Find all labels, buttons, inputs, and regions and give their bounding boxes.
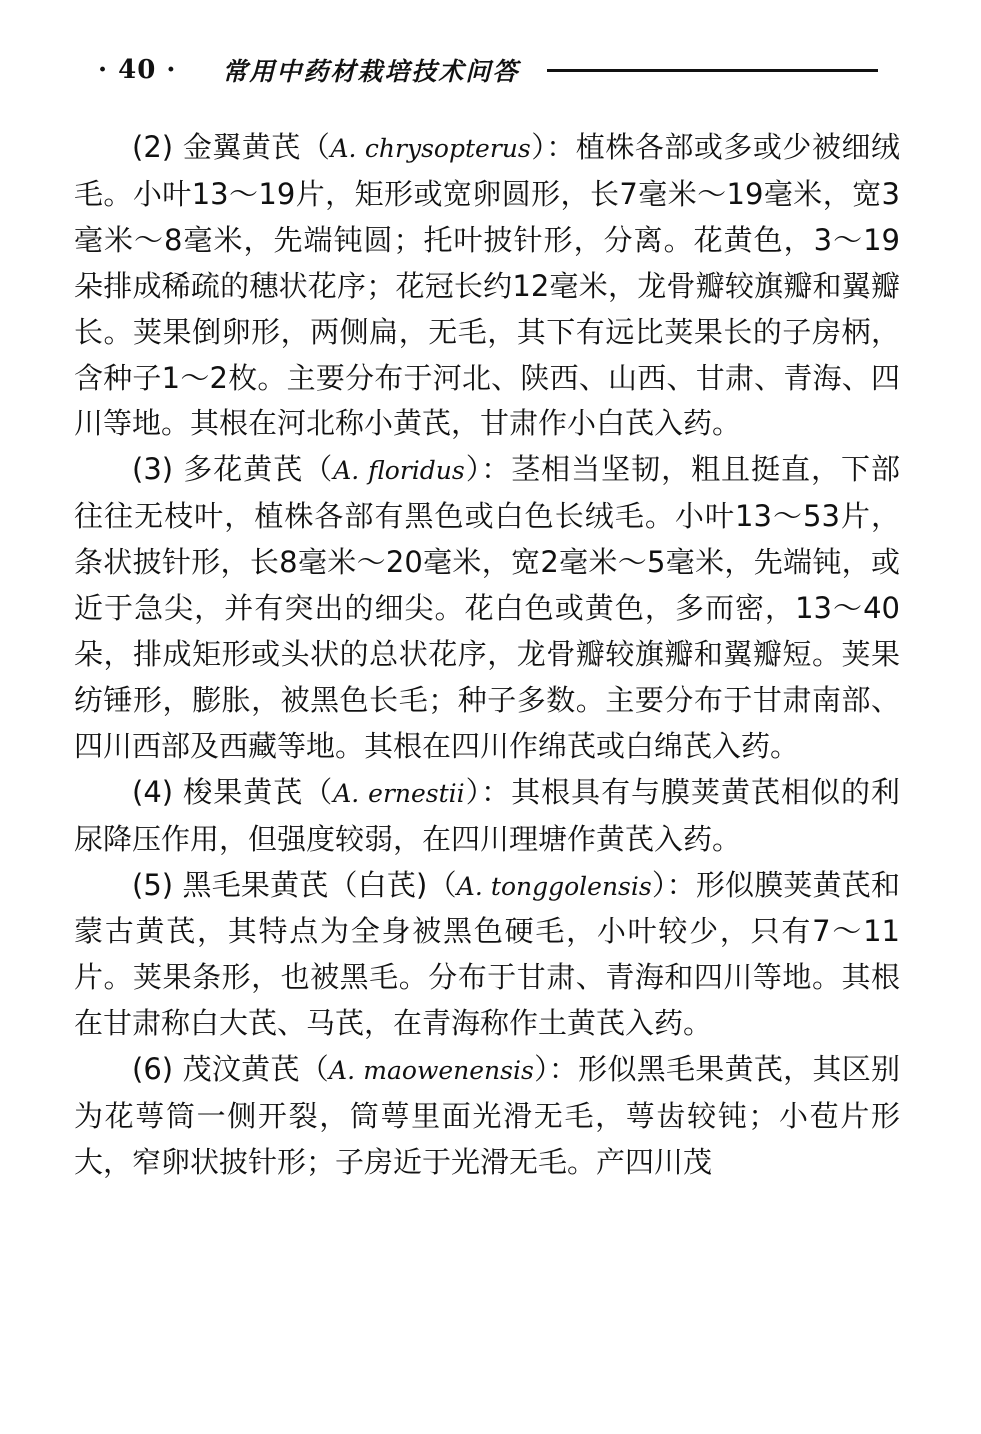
description: 植株各部或多或少被细绒毛。小叶13～19片，矩形或宽卵圆形，长7毫米～19毫米，宽3毫米～8毫米，先端钝圆；托叶披针形，分离。花黄色，3～19朵排成稀疏的穗状花序；花冠长约12毫米，龙骨瓣较旗瓣和翼瓣长。荚果倒卵形，两侧扁，无毛，其下有远比荚果长的子房柄，含种子1～2枚。主要分布于河北、陕西、山西、甘肃、青海、四川等地。其根在河北称小黄芪，甘肃作小白芪入药。	[74, 130, 900, 441]
colon: ：	[546, 130, 576, 164]
species-name: 多花黄芪	[183, 452, 304, 487]
item-number: (5)	[132, 867, 174, 902]
item-number: (2)	[132, 130, 174, 164]
species-name: 金翼黄芪	[182, 130, 301, 164]
paragraph-chrysopterus	[74, 125, 900, 447]
latin-name: A. floridus	[333, 456, 465, 486]
open-paren: （	[299, 1052, 330, 1087]
colon: ：	[481, 774, 512, 809]
header-rule	[547, 69, 878, 72]
description: 形似膜荚黄芪和蒙古黄芪，其特点为全身被黑色硬毛，小叶较少，只有7～11片。荚果条形，也被黑毛。分布于甘肃、青海和四川等地。其根在甘肃称白大芪、马芪，在青海称作土黄芪入药。	[74, 867, 900, 1041]
close-paren: ）	[651, 867, 667, 902]
latin-name: A. ernestii	[333, 778, 465, 808]
open-paren: （	[427, 867, 457, 902]
open-paren: （	[303, 452, 334, 487]
paragraph-floridus	[74, 447, 900, 769]
open-paren: （	[303, 774, 334, 809]
item-number: (4)	[132, 774, 174, 809]
close-paren: ）	[464, 452, 482, 487]
close-paren: ）	[530, 130, 547, 164]
description: 形似黑毛果黄芪，其区别为花萼筒一侧开裂，筒萼里面光滑无毛，萼齿较钝；小苞片形大，窄卵状披针形；子房近于光滑无毛。产四川茂	[74, 1052, 900, 1179]
species-name: 茂汶黄芪	[182, 1052, 300, 1087]
latin-name: A. maowenensis	[329, 1056, 534, 1086]
species-name: 梭果黄芪	[183, 774, 304, 809]
running-header	[98, 50, 878, 90]
latin-name: A. chrysopterus	[330, 134, 531, 163]
close-paren: ）	[464, 774, 482, 809]
page-number: · 40 ·	[98, 55, 177, 85]
description: 其根具有与膜荚黄芪相似的利尿降压作用，但强度较弱，在四川理塘作黄芪入药。	[74, 774, 900, 856]
colon: ：	[666, 867, 696, 902]
description: 茎相当坚韧，粗且挺直，下部往往无枝叶，植株各部有黑色或白色长绒毛。小叶13～53片，条状披针形，长8毫米～20毫米，宽2毫米～5毫米，先端钝，或近于急尖，并有突出的细尖。花白色或黄色，多而密，13～40朵，排成矩形或头状的总状花序，龙骨瓣较旗瓣和翼瓣短。荚果纺锤形，膨胀，被黑色长毛；种子多数。主要分布于甘肃南部、四川西部及西藏等地。其根在四川作绵芪或白绵芪入药。	[74, 452, 900, 763]
item-number: (6)	[132, 1052, 174, 1087]
close-paren: ）	[533, 1052, 549, 1087]
colon: ：	[548, 1052, 579, 1087]
species-name: 黑毛果黄芪（白芪)	[182, 867, 428, 902]
book-title: 常用中药材栽培技术问答	[222, 57, 520, 86]
paragraph-maowenensis	[74, 1047, 900, 1186]
paragraph-ernestii	[74, 770, 900, 863]
body-text	[74, 125, 900, 1186]
colon: ：	[481, 452, 512, 487]
open-paren: （	[300, 130, 331, 164]
paragraph-tonggolensis	[74, 863, 900, 1048]
item-number: (3)	[132, 452, 174, 487]
latin-name: A. tonggolensis	[456, 871, 652, 901]
